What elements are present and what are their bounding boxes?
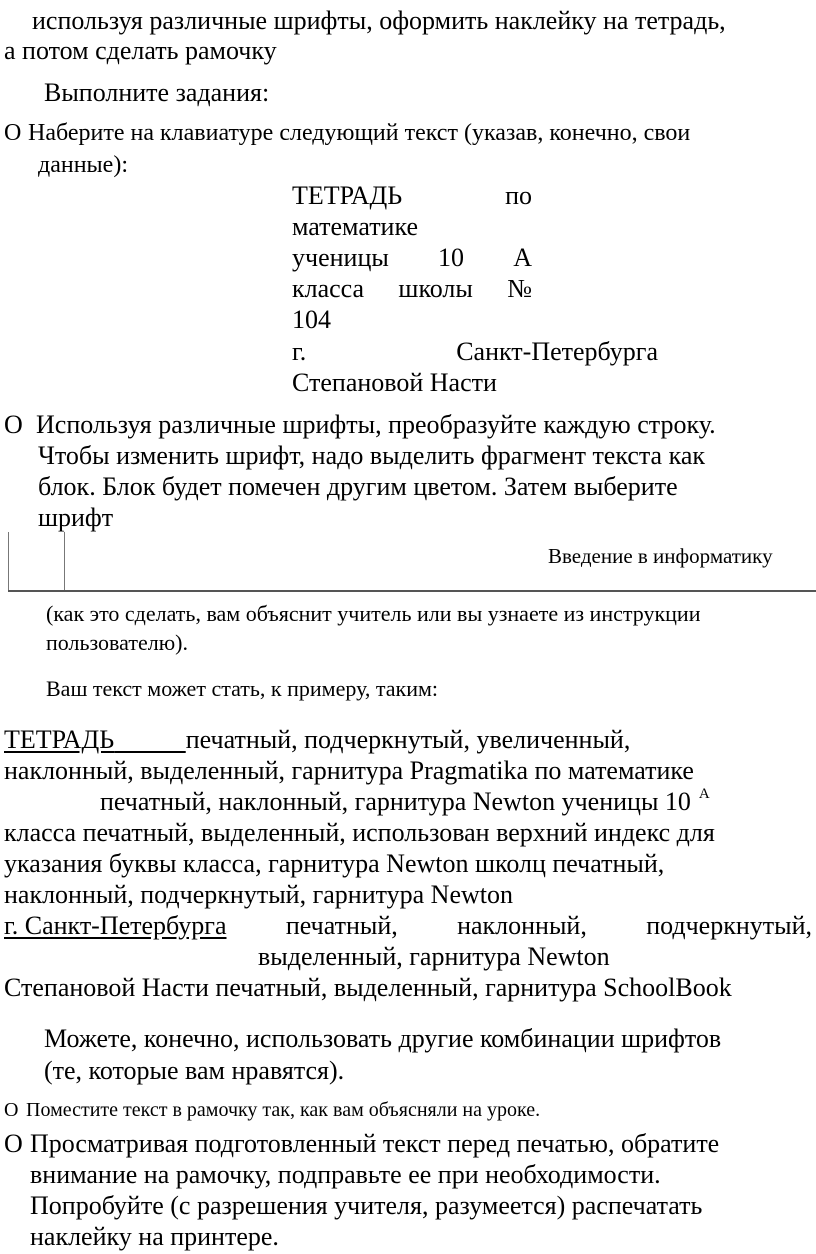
example-word-pechatnyy: печатный, bbox=[285, 911, 398, 940]
task4-line-1: Просматривая подготовленный текст перед печатью, обратите bbox=[30, 1129, 720, 1158]
example-word-spb: г. Санкт-Петербурга bbox=[4, 911, 227, 940]
notebook-word-po: по bbox=[505, 181, 532, 210]
intro-line-2: а потом сделать рамочку bbox=[4, 36, 277, 65]
font-toolbar-image bbox=[8, 532, 816, 592]
example-word-naklonnyy: наклонный, bbox=[457, 911, 587, 940]
task4-line-2: внимание на рамочку, подправьте ее при необходимости. bbox=[30, 1160, 661, 1189]
notebook-word-a: А bbox=[513, 243, 532, 272]
note-line-1: (как это сделать, вам объяснит учитель или вы узнаете из инструкции bbox=[46, 601, 701, 626]
notebook-word-number: № bbox=[507, 274, 532, 303]
task2-line-3: блок. Блок будет помечен другим цветом. Затем выберите bbox=[38, 472, 678, 501]
task2-bullet: O bbox=[4, 410, 23, 439]
example-line-7 bbox=[4, 913, 812, 939]
toolbar-font-sample: Введение в информатику bbox=[548, 544, 773, 568]
notebook-line-7: Степановой Насти bbox=[292, 368, 497, 397]
notebook-word-spb: Санкт-Петербурга bbox=[456, 337, 658, 366]
task4-bullet: O bbox=[4, 1129, 23, 1158]
example-line-4: класса печатный, выделенный, использован верхний индекс для bbox=[4, 818, 715, 847]
example-line-3 bbox=[100, 786, 710, 816]
task3-bullet: O bbox=[4, 1099, 19, 1121]
task4-line-4: наклейку на принтере. bbox=[30, 1222, 279, 1251]
example-line-8: выделенный, гарнитура Newton bbox=[258, 942, 610, 971]
example-desc-1: печатный, подчеркнутый, увеличенный, bbox=[185, 725, 631, 754]
combos-line-2: (те, которые вам нравятся). bbox=[44, 1056, 345, 1085]
example-line-2: наклонный, выделенный, гарнитура Pragmatika по математике bbox=[4, 756, 694, 785]
note-line-2: пользователю). bbox=[46, 630, 188, 655]
example-word-podcherknutyy: подчеркнутый, bbox=[646, 911, 812, 940]
notebook-line-6 bbox=[292, 339, 658, 365]
task4-line-3: Попробуйте (с разрешения учителя, разумеется) распечатать bbox=[30, 1191, 703, 1220]
example-line-9: Степановой Насти печатный, выделенный, гарнитура SchoolBook bbox=[4, 973, 732, 1002]
notebook-line-2: математике bbox=[292, 212, 418, 241]
example-word-tetrad: ТЕТРАДЬ bbox=[4, 725, 115, 754]
example-superscript-a: А bbox=[698, 786, 710, 802]
notebook-line-4 bbox=[292, 276, 532, 302]
notebook-line-1 bbox=[292, 183, 532, 209]
toolbar-divider-left bbox=[8, 532, 9, 592]
example-line-6: наклонный, подчеркнутый, гарнитура Newton bbox=[4, 880, 513, 909]
notebook-word-10: 10 bbox=[438, 243, 465, 272]
task2-line-1 bbox=[36, 412, 814, 438]
task1-line-2: данные): bbox=[38, 152, 128, 178]
notebook-word-klassa: класса bbox=[292, 274, 365, 303]
notebook-word-uchenitsy: ученицы bbox=[292, 243, 389, 272]
notebook-line-3 bbox=[292, 245, 532, 271]
tasks-heading: Выполните задания: bbox=[44, 78, 270, 107]
combos-line-1: Можете, конечно, использовать другие комбинации шрифтов bbox=[44, 1024, 722, 1053]
notebook-word-g: г. bbox=[292, 337, 307, 366]
intro-text-1: используя различные шрифты, оформить наклейку на тетрадь, bbox=[32, 6, 726, 35]
task3-line: Поместите текст в рамочку так, как вам объясняли на уроке. bbox=[26, 1099, 541, 1121]
example-desc-3: печатный, наклонный, гарнитура Newton ученицы 10 bbox=[100, 787, 691, 816]
toolbar-divider-right bbox=[64, 532, 65, 592]
example-line-5: указания буквы класса, гарнитура Newton школц печатный, bbox=[4, 849, 665, 878]
notebook-line-5: 104 bbox=[292, 305, 331, 334]
toolbar-bottom-line bbox=[8, 590, 816, 592]
task2-text-1: Используя различные шрифты, преобразуйте каждую строку. bbox=[36, 410, 716, 439]
intro-line-1 bbox=[32, 8, 816, 34]
notebook-word-tetrad: ТЕТРАДЬ bbox=[292, 181, 403, 210]
task1-bullet: O bbox=[4, 120, 22, 146]
example-line-1 bbox=[4, 727, 630, 753]
task2-line-4: шрифт bbox=[38, 503, 114, 532]
task1-line-1: Наберите на клавиатуре следующий текст (указав, конечно, свои bbox=[28, 120, 691, 146]
task2-line-2: Чтобы изменить шрифт, надо выделить фрагмент текста как bbox=[38, 441, 705, 470]
example-heading: Ваш текст может стать, к примеру, таким: bbox=[46, 676, 439, 701]
notebook-word-shkoly: школы bbox=[398, 274, 473, 303]
